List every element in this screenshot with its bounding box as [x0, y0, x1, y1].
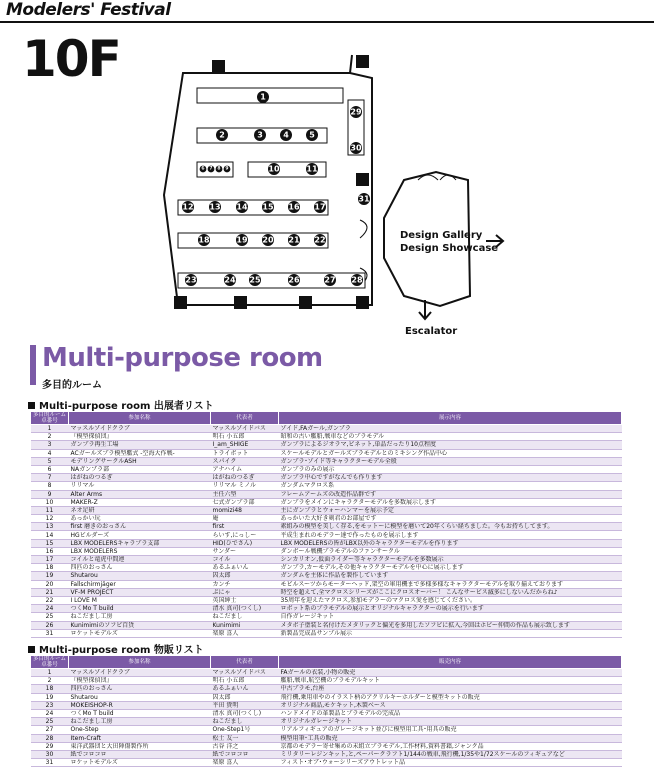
table-row — [31, 669, 622, 677]
booth-number: 28 — [351, 275, 363, 285]
booth-number: 31 — [358, 194, 370, 204]
table-number: 24 — [31, 709, 69, 717]
table-cell: シンカリオン,仮面ライダー等キャラクターモデルを多数展示 — [279, 556, 622, 564]
floor-label: 10F — [22, 30, 120, 88]
pillar — [234, 296, 247, 309]
table-cell: オリジナル商品,モケキット,木製ベース — [279, 701, 622, 709]
table-cell: 松土 友一 — [211, 734, 279, 742]
table-number: 18 — [31, 564, 69, 572]
table-row — [31, 449, 622, 457]
table-cell: LBX MODELERS — [69, 547, 211, 555]
room-outline — [164, 73, 372, 305]
floor-map — [0, 0, 654, 340]
table-cell: オリジナルガレージキット — [279, 718, 622, 726]
booth-number: 27 — [324, 275, 336, 285]
table-number: 17 — [31, 556, 69, 564]
table-row — [31, 596, 622, 604]
table-cell: ネオ足研 — [69, 506, 211, 514]
booth-number: 30 — [350, 143, 362, 153]
table-cell: One-Step1号 — [211, 726, 279, 734]
table-cell: 飛行機,乗用車やのイラスト柄のアクリルキーホルダーと模型キットの販売 — [279, 693, 622, 701]
table-cell: 『模型探偵団』 — [69, 433, 211, 441]
table-cell: 英国紳士 — [211, 596, 279, 604]
sales-section-label: Multi-purpose room 物販リスト — [39, 645, 204, 656]
table-cell: 四匹のおっさん — [69, 685, 211, 693]
table-cell: あるふぁいん — [211, 564, 279, 572]
pillar — [174, 296, 187, 309]
gallery-label-1: Design Gallery — [400, 230, 483, 241]
table-row — [31, 685, 622, 693]
table-number: 8 — [31, 482, 69, 490]
table-row — [31, 605, 622, 613]
booth-number: 7 — [209, 166, 213, 172]
table-number: 4 — [31, 449, 69, 457]
table-cell: 平田 貴明 — [211, 701, 279, 709]
column-header: 多目的ルーム卓番号 — [31, 656, 69, 669]
table-number: 30 — [31, 750, 69, 758]
booth-number: 29 — [350, 107, 362, 117]
table-cell: ガンプラのみの展示 — [279, 465, 622, 473]
table-cell: 明石 小五郎 — [211, 433, 279, 441]
table-cell: ロボット系のプラモデルの展示とオリジナルキャラクターの展示を行います — [279, 605, 622, 613]
table-number: 2 — [31, 677, 69, 685]
table-cell: Shutarou — [69, 693, 211, 701]
table-cell: Fallschirmjäger — [69, 580, 211, 588]
table-cell: 模型用筆･工具の販売 — [279, 734, 622, 742]
gallery-label-2: Design Showcase — [400, 243, 499, 254]
table-number: 26 — [31, 621, 69, 629]
table-number: 14 — [31, 531, 69, 539]
table-row — [31, 433, 622, 441]
table-cell: ACガールズプラ模型艦式 -空海大作戦- — [69, 449, 211, 457]
table-cell: マッスルゾイドバス — [211, 669, 279, 677]
table-cell: ダンボール戦機プラモデルのファンサークル — [279, 547, 622, 555]
table-cell: Kunimimiのソフビ百貨 — [69, 621, 211, 629]
booth-number: 3 — [257, 130, 263, 140]
sales-section-title — [28, 641, 204, 656]
booth-number: 16 — [288, 202, 300, 212]
table-cell: 紙でコロコロ — [211, 750, 279, 758]
table-cell: 素組みの模型を美しく存る,をモットーに模型を磨いて20年くらい経ちました。今もお持ちしてます。 — [279, 523, 622, 531]
booth-number: 13 — [209, 202, 221, 212]
table-cell: ねこだまし工房 — [69, 718, 211, 726]
table-cell: リリマル ミノル — [211, 482, 279, 490]
table-row — [31, 742, 622, 750]
table-cell: I LOVE M — [69, 596, 211, 604]
table-cell: マッスルゾイドバス — [211, 425, 279, 433]
column-header: 多目的ルーム卓番号 — [31, 412, 69, 425]
pillar — [356, 173, 369, 186]
table-cell: トライボット — [211, 449, 279, 457]
table-cell: LBX MODELERSの皆がLBX以外のキャラクターモデルを作ります — [279, 539, 622, 547]
table-cell: MOKEISHOP-R — [69, 701, 211, 709]
table-cell: 主任六型 — [211, 490, 279, 498]
table-cell: LBX MODELERSキャラプラ支部 — [69, 539, 211, 547]
table-number: 31 — [31, 759, 69, 767]
table-cell: マッスルゾイドクラブ — [69, 669, 211, 677]
table-cell: モビルスーツからモーターヘッド,架空の軍用機まで多様多様なキャラクターモデルを取り揃えております — [279, 580, 622, 588]
exhibitor-section-label: Multi-purpose room 出展者リスト — [39, 401, 214, 412]
brand-logo: Modelers' Festival — [6, 0, 171, 20]
table-cell: ロケットモデルズ — [69, 629, 211, 637]
table-row — [31, 490, 622, 498]
column-header: 参加名称 — [69, 412, 211, 425]
table-cell: 四匹のおっさん — [69, 564, 211, 572]
table-cell: フレームアームズの改造作品群です — [279, 490, 622, 498]
table-number: 31 — [31, 629, 69, 637]
table-cell: 時空を超えて,全マクロスシリーズがここにクロスオーバー！ こんなサービス滅多にしないんだからね♪ — [279, 588, 622, 596]
booth-number: 9 — [225, 166, 229, 172]
booth-number: 14 — [236, 202, 248, 212]
room-title: Multi-purpose room — [42, 343, 323, 373]
table-number: 5 — [31, 457, 69, 465]
table-cell: アナハイム — [211, 465, 279, 473]
table-cell: つくMo T build — [69, 605, 211, 613]
table-cell: 東洋武器団と大田陣傷製作所 — [69, 742, 211, 750]
booth-number: 22 — [314, 235, 326, 245]
table-row — [31, 465, 622, 473]
table-row — [31, 425, 622, 433]
exhibitor-section-title — [28, 397, 214, 412]
booth-number: 2 — [219, 130, 225, 140]
table-number: 29 — [31, 742, 69, 750]
table-number: 11 — [31, 506, 69, 514]
table-cell: 京都のモデラー寄せ集めの未組立プラモデル,工作材料,資料書籍,ジャンク品 — [279, 742, 622, 750]
table-cell: 楽原 喜人 — [211, 629, 279, 637]
table-number: 1 — [31, 669, 69, 677]
table-cell: ロケットモデルズ — [69, 759, 211, 767]
table-row — [31, 588, 622, 596]
sales-table — [30, 655, 622, 767]
table-row — [31, 629, 622, 637]
table-cell: あっかい玩 — [69, 515, 211, 523]
table-cell: ガンプラ中心ですがなんでも作ります — [279, 474, 622, 482]
table-row — [31, 539, 622, 547]
table-cell: Alter Arms — [69, 490, 211, 498]
table-cell: One-Step — [69, 726, 211, 734]
table-number: 7 — [31, 474, 69, 482]
table-cell: first — [211, 523, 279, 531]
table-number: 28 — [31, 734, 69, 742]
booth-number: 12 — [182, 202, 194, 212]
table-row — [31, 677, 622, 685]
table-row — [31, 523, 622, 531]
table-cell: コイルと竜虎中間連 — [69, 556, 211, 564]
table-number: 25 — [31, 613, 69, 621]
table-cell: ぷにゃ — [211, 588, 279, 596]
table-cell: ガンプラ再生工場 — [69, 441, 211, 449]
table-row — [31, 701, 622, 709]
table-number: 19 — [31, 693, 69, 701]
room-title-bar — [30, 345, 36, 385]
table-cell: リリマル — [69, 482, 211, 490]
table-number: 23 — [31, 701, 69, 709]
table-cell: 35周年を迎えたマクロス,参加モデラーのマクロス愛を感じてください。 — [279, 596, 622, 604]
table-cell: 主にガンプラとウォーハンマーを展示予定 — [279, 506, 622, 514]
table-cell: スケールモデルとガールズプラモデルとのミキシング作品中心 — [279, 449, 622, 457]
table-cell: はがねのつるぎ — [69, 474, 211, 482]
pillar — [212, 60, 225, 73]
booth-number: 15 — [262, 202, 274, 212]
table-cell: ねこだまし — [211, 613, 279, 621]
pillar — [356, 296, 369, 309]
square-bullet-icon — [28, 646, 35, 653]
table-number: 22 — [31, 596, 69, 604]
table-cell: つくMo T build — [69, 709, 211, 717]
table-cell: 明石 小五郎 — [211, 677, 279, 685]
table-number: 19 — [31, 572, 69, 580]
table-number: 9 — [31, 490, 69, 498]
table-cell: ねこだまし — [211, 718, 279, 726]
table-cell: Kunimimi — [211, 621, 279, 629]
booth-number: 17 — [314, 202, 326, 212]
table-number: 13 — [31, 523, 69, 531]
pillar — [356, 55, 369, 68]
table-row — [31, 726, 622, 734]
table-row — [31, 734, 622, 742]
column-header: 展示内容 — [279, 412, 622, 425]
table-cell: 清水 真司(つくし) — [211, 605, 279, 613]
table-cell: リアルフィギュアのガレージキット並びに模型用工具･用具の販売 — [279, 726, 622, 734]
table-cell: Shutarou — [69, 572, 211, 580]
booth-number: 1 — [260, 92, 266, 102]
table-cell: momizi48 — [211, 506, 279, 514]
square-bullet-icon — [28, 402, 35, 409]
table-cell: ガンダムマクロス系 — [279, 482, 622, 490]
table-cell: はがねのつるぎ — [211, 474, 279, 482]
table-cell: マッスルゾイドクラブ — [69, 425, 211, 433]
table-number: 10 — [31, 498, 69, 506]
table-number: 15 — [31, 539, 69, 547]
table-number: 18 — [31, 685, 69, 693]
table-row — [31, 547, 622, 555]
booth-number: 18 — [198, 235, 210, 245]
booth-number: 5 — [309, 130, 315, 140]
table-cell: 楽原 喜人 — [211, 759, 279, 767]
booth-number: 6 — [201, 166, 205, 172]
table-cell: あるふぁいん — [211, 685, 279, 693]
table-cell: 自作ガレージキット — [279, 613, 622, 621]
table-row — [31, 498, 622, 506]
table-cell: 庵 — [211, 515, 279, 523]
table-cell: ガンプラ･ゾイド等キャラクターモデル全般 — [279, 457, 622, 465]
table-row — [31, 457, 622, 465]
table-row — [31, 580, 622, 588]
table-row — [31, 515, 622, 523]
table-cell: VF-M PROJECT — [69, 588, 211, 596]
table-cell: NAガンプラ部 — [69, 465, 211, 473]
table-row — [31, 709, 622, 717]
table-cell: 平成生まれのモデラー達で作ったものを展示します — [279, 531, 622, 539]
column-header: 参加名称 — [69, 656, 211, 669]
booth-number: 19 — [236, 235, 248, 245]
table-cell: らいす,にっしー — [211, 531, 279, 539]
table-cell: フィスト･オブ･ウォーシリーズアウトレット品 — [279, 759, 622, 767]
booth-number: 4 — [283, 130, 289, 140]
table-number: 6 — [31, 465, 69, 473]
booth-number: 8 — [217, 166, 221, 172]
table-cell: スパイク — [211, 457, 279, 465]
table-cell: メタボ子塗装と名付けたメタリックと偏光を多用したソフビに拡入,今回はホビー仲間の作品も展示致します — [279, 621, 622, 629]
table-number: 20 — [31, 580, 69, 588]
table-cell: Item-Craft — [69, 734, 211, 742]
booth-number: 25 — [249, 275, 261, 285]
table-cell: あっかいた大好き剣君のお部屋です — [279, 515, 622, 523]
table-row — [31, 474, 622, 482]
table-cell: 七式ガンプラ部 — [211, 498, 279, 506]
table-cell: ガンプラ,カーモデル,その他キャラクターモデルを中心に展示します — [279, 564, 622, 572]
table-row — [31, 482, 622, 490]
table-cell: first 磨きのおっさん — [69, 523, 211, 531]
table-cell: サンダー — [211, 547, 279, 555]
booth-number: 24 — [224, 275, 236, 285]
table-number: 12 — [31, 515, 69, 523]
table-row — [31, 613, 622, 621]
booth-number: 11 — [306, 164, 318, 174]
table-row — [31, 564, 622, 572]
table-cell: ガンダムを主体に作品を製作しています — [279, 572, 622, 580]
table-row — [31, 572, 622, 580]
table-number: 16 — [31, 547, 69, 555]
table-cell: 囚太郎 — [211, 693, 279, 701]
table-number: 3 — [31, 441, 69, 449]
table-cell: HGビルダーズ — [69, 531, 211, 539]
table-cell: MAKER-Z — [69, 498, 211, 506]
table-row — [31, 693, 622, 701]
table-row — [31, 718, 622, 726]
booth-number: 20 — [262, 235, 274, 245]
table-cell: ねこだまし工房 — [69, 613, 211, 621]
table-cell: モデリングサークルASH — [69, 457, 211, 465]
table-row — [31, 750, 622, 758]
table-number: 21 — [31, 588, 69, 596]
table-cell: 新製品完成品サンプル展示 — [279, 629, 622, 637]
table-cell: ガンプラをメインにキャラクターモデルを多数展示します — [279, 498, 622, 506]
table-row — [31, 506, 622, 514]
column-header: 代表者 — [211, 656, 279, 669]
table-row — [31, 759, 622, 767]
table-cell: 艦船,戦車,航空機のプラモデルキット — [279, 677, 622, 685]
column-header: 販売内容 — [279, 656, 622, 669]
table-cell: ミリタリーレジンキット,と,ペーパークラフト1/144の戦車,飛行機,1/35や1/72スケールのフィギュアなど — [279, 750, 622, 758]
table-row — [31, 531, 622, 539]
column-header: 代表者 — [211, 412, 279, 425]
table-cell: 古谷 洋之 — [211, 742, 279, 750]
exhibitor-table — [30, 411, 622, 638]
table-cell: 『模型探偵団』 — [69, 677, 211, 685]
booth-number: 21 — [288, 235, 300, 245]
table-row — [31, 441, 622, 449]
table-number: 24 — [31, 605, 69, 613]
table-cell: ガンプラによるジオラマ,ビネット,単品だったり10点程度 — [279, 441, 622, 449]
booth-number: 26 — [288, 275, 300, 285]
table-cell: コイル — [211, 556, 279, 564]
table-row — [31, 556, 622, 564]
table-cell: カンチ — [211, 580, 279, 588]
wall-stub — [350, 55, 352, 73]
table-number: 2 — [31, 433, 69, 441]
escalator-label: Escalator — [405, 326, 458, 337]
table-cell: 囚太郎 — [211, 572, 279, 580]
table-cell: 中古プラモ,台座 — [279, 685, 622, 693]
table-row — [31, 621, 622, 629]
table-number: 1 — [31, 425, 69, 433]
room-subtitle: 多目的ルーム — [42, 380, 102, 391]
table-cell: I_am_SHIGE — [211, 441, 279, 449]
booth-number: 23 — [185, 275, 197, 285]
pillar — [299, 296, 312, 309]
table-number: 25 — [31, 718, 69, 726]
table-cell: ハンドメイドの革製品とプラモデルの完成品 — [279, 709, 622, 717]
table-cell: 紙でコロコロ — [69, 750, 211, 758]
booth-number: 10 — [268, 164, 280, 174]
table-number: 27 — [31, 726, 69, 734]
table-cell: 清水 真司(つくし) — [211, 709, 279, 717]
table-cell: ゾイド,FAガール,ガンプラ — [279, 425, 622, 433]
table-cell: 昭和の古い艦船,戦車などのプラモデル — [279, 433, 622, 441]
table-cell: HID(ひでさん) — [211, 539, 279, 547]
table-cell: FAガールの衣装,小物の販売 — [279, 669, 622, 677]
